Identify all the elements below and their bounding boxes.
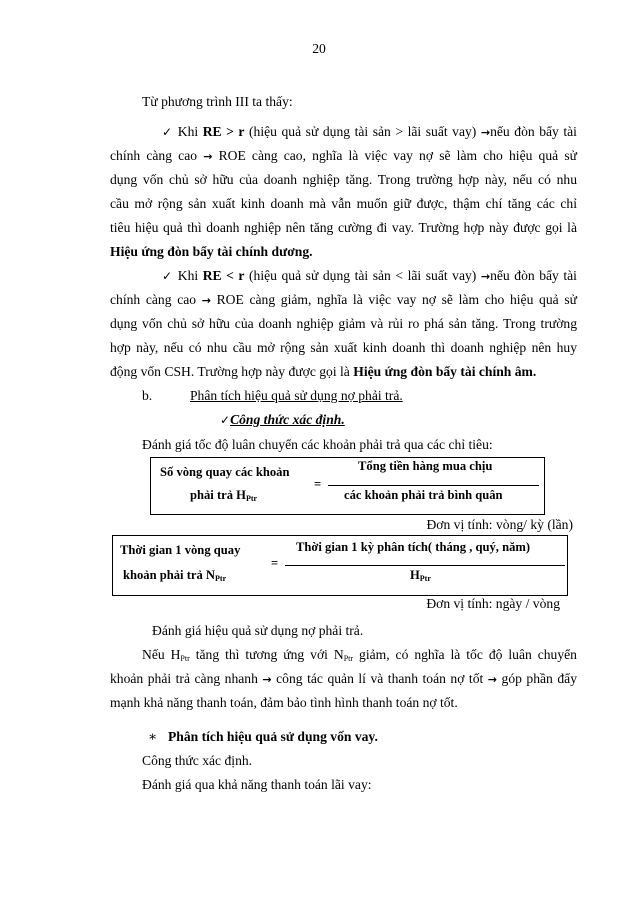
case1-line3: dụng vốn chủ sở hữu của doanh nghiệp tăng. Trong trường hợp này, nếu có nhu (110, 172, 577, 187)
case1-term: Hiệu ứng đòn bẩy tài chính dương. (110, 244, 313, 259)
right-arrow-icon: → (480, 126, 491, 139)
asterisk-bullet-icon: ∗ (148, 729, 158, 744)
conclusion-line3: mạnh khả năng thanh toán, đảm bảo tình hình thanh toán nợ tốt. (110, 695, 458, 710)
eval-debt: Đánh giá hiệu quả sử dụng nợ phải trả. (152, 623, 364, 638)
case2-line1: ✓ Khi RE < r (hiệu quả sử dụng tài sản < lãi suất vay) →nếu đòn bẩy tài (162, 268, 577, 283)
right-arrow-icon: → (203, 150, 213, 163)
formula2-lhs-line1: Thời gian 1 vòng quay (120, 543, 241, 557)
formula2-fraction-bar (285, 565, 565, 566)
check-mark-icon: ✓ (162, 125, 174, 139)
formula1-fraction-bar (328, 485, 539, 486)
case2-line3: dụng vốn chủ sở hữu của doanh nghiệp giảm và rủi ro phá sản tăng. Trong trường (110, 316, 577, 331)
formula2-equals: = (271, 556, 279, 570)
formula1-unit: Đơn vị tính: vòng/ kỳ (lần) (426, 517, 573, 532)
formula1-denominator: các khoản phải trả bình quân (344, 488, 503, 502)
right-arrow-icon: → (262, 673, 272, 686)
intro-text: Từ phương trình III ta thấy: (142, 94, 293, 109)
formula1-numerator: Tổng tiền hàng mua chịu (358, 459, 493, 473)
formula2-lhs-line2: khoản phải trả $N_{Ptr}$ (123, 568, 227, 583)
conclusion-line2: khoản phải trả càng nhanh → công tác quản lí và thanh toán nợ tốt → góp phần đẩy (110, 671, 577, 686)
formula2-denominator: $H_{Ptr}$ (410, 568, 431, 583)
conclusion-line1: Nếu $H_{Ptr}$ tăng thì tương ứng với $N_{Ptr}$ giảm, có nghĩa là tốc độ luân chuyển (142, 647, 577, 663)
formula-heading: ✓Công thức xác định. (220, 412, 345, 427)
case1-line1: ✓ Khi RE > r (hiệu quả sử dụng tài sản > lãi suất vay) →nếu đòn bẩy tài (162, 124, 577, 139)
check-mark-icon: ✓ (220, 413, 231, 427)
formula1-lhs-line2: phải trả $H_{Ptr}$ (190, 488, 258, 503)
formula-line: Công thức xác định. (142, 753, 253, 768)
right-arrow-icon: → (201, 294, 211, 307)
right-arrow-icon: → (480, 270, 491, 283)
formula2-numerator: Thời gian 1 kỳ phân tích( tháng , quý, năm) (296, 540, 531, 554)
right-arrow-icon: → (487, 673, 498, 686)
check-mark-icon: ✓ (162, 269, 174, 283)
case2-line5: động vốn CSH. Trường hợp này được gọi là Hiệu ứng đòn bẩy tài chính âm. (110, 364, 537, 379)
loan-heading: Phân tích hiệu quả sử dụng vốn vay. (168, 729, 378, 744)
page-number: 20 (312, 41, 326, 56)
case1-line2: chính càng cao → ROE càng cao, nghĩa là việc vay nợ sẽ làm cho hiệu quả sử (110, 148, 578, 163)
case2-line2: chính càng cao → ROE càng giảm, nghĩa là việc vay nợ sẽ làm cho hiệu quả sử (110, 292, 578, 307)
case2-line4: hợp này, nếu có nhu cầu mở rộng sản xuất kinh doanh thì doanh nghiệp nên huy (110, 340, 577, 355)
formula1-lhs-line1: Số vòng quay các khoản (160, 465, 290, 479)
case1-line5: tiêu hiệu quả thì doanh nghiệp nên tăng cường đi vay. Trường hợp này được gọi là (110, 220, 577, 235)
case1-line4: cầu mở rộng sản xuất kinh doanh mà vẫn muốn giữ được, thậm chí tăng các chỉ (110, 196, 577, 211)
formula2-unit: Đơn vị tính: ngày / vòng (426, 596, 560, 611)
eval-intro: Đánh giá tốc độ luân chuyển các khoản phải trả qua các chỉ tiêu: (142, 437, 493, 452)
section-b-title: Phân tích hiệu quả sử dụng nợ phải trả. (190, 388, 403, 403)
section-b-marker: b. (142, 388, 153, 403)
formula1-equals: = (314, 477, 322, 491)
interest-eval: Đánh giá qua khả năng thanh toán lãi vay: (142, 777, 372, 792)
